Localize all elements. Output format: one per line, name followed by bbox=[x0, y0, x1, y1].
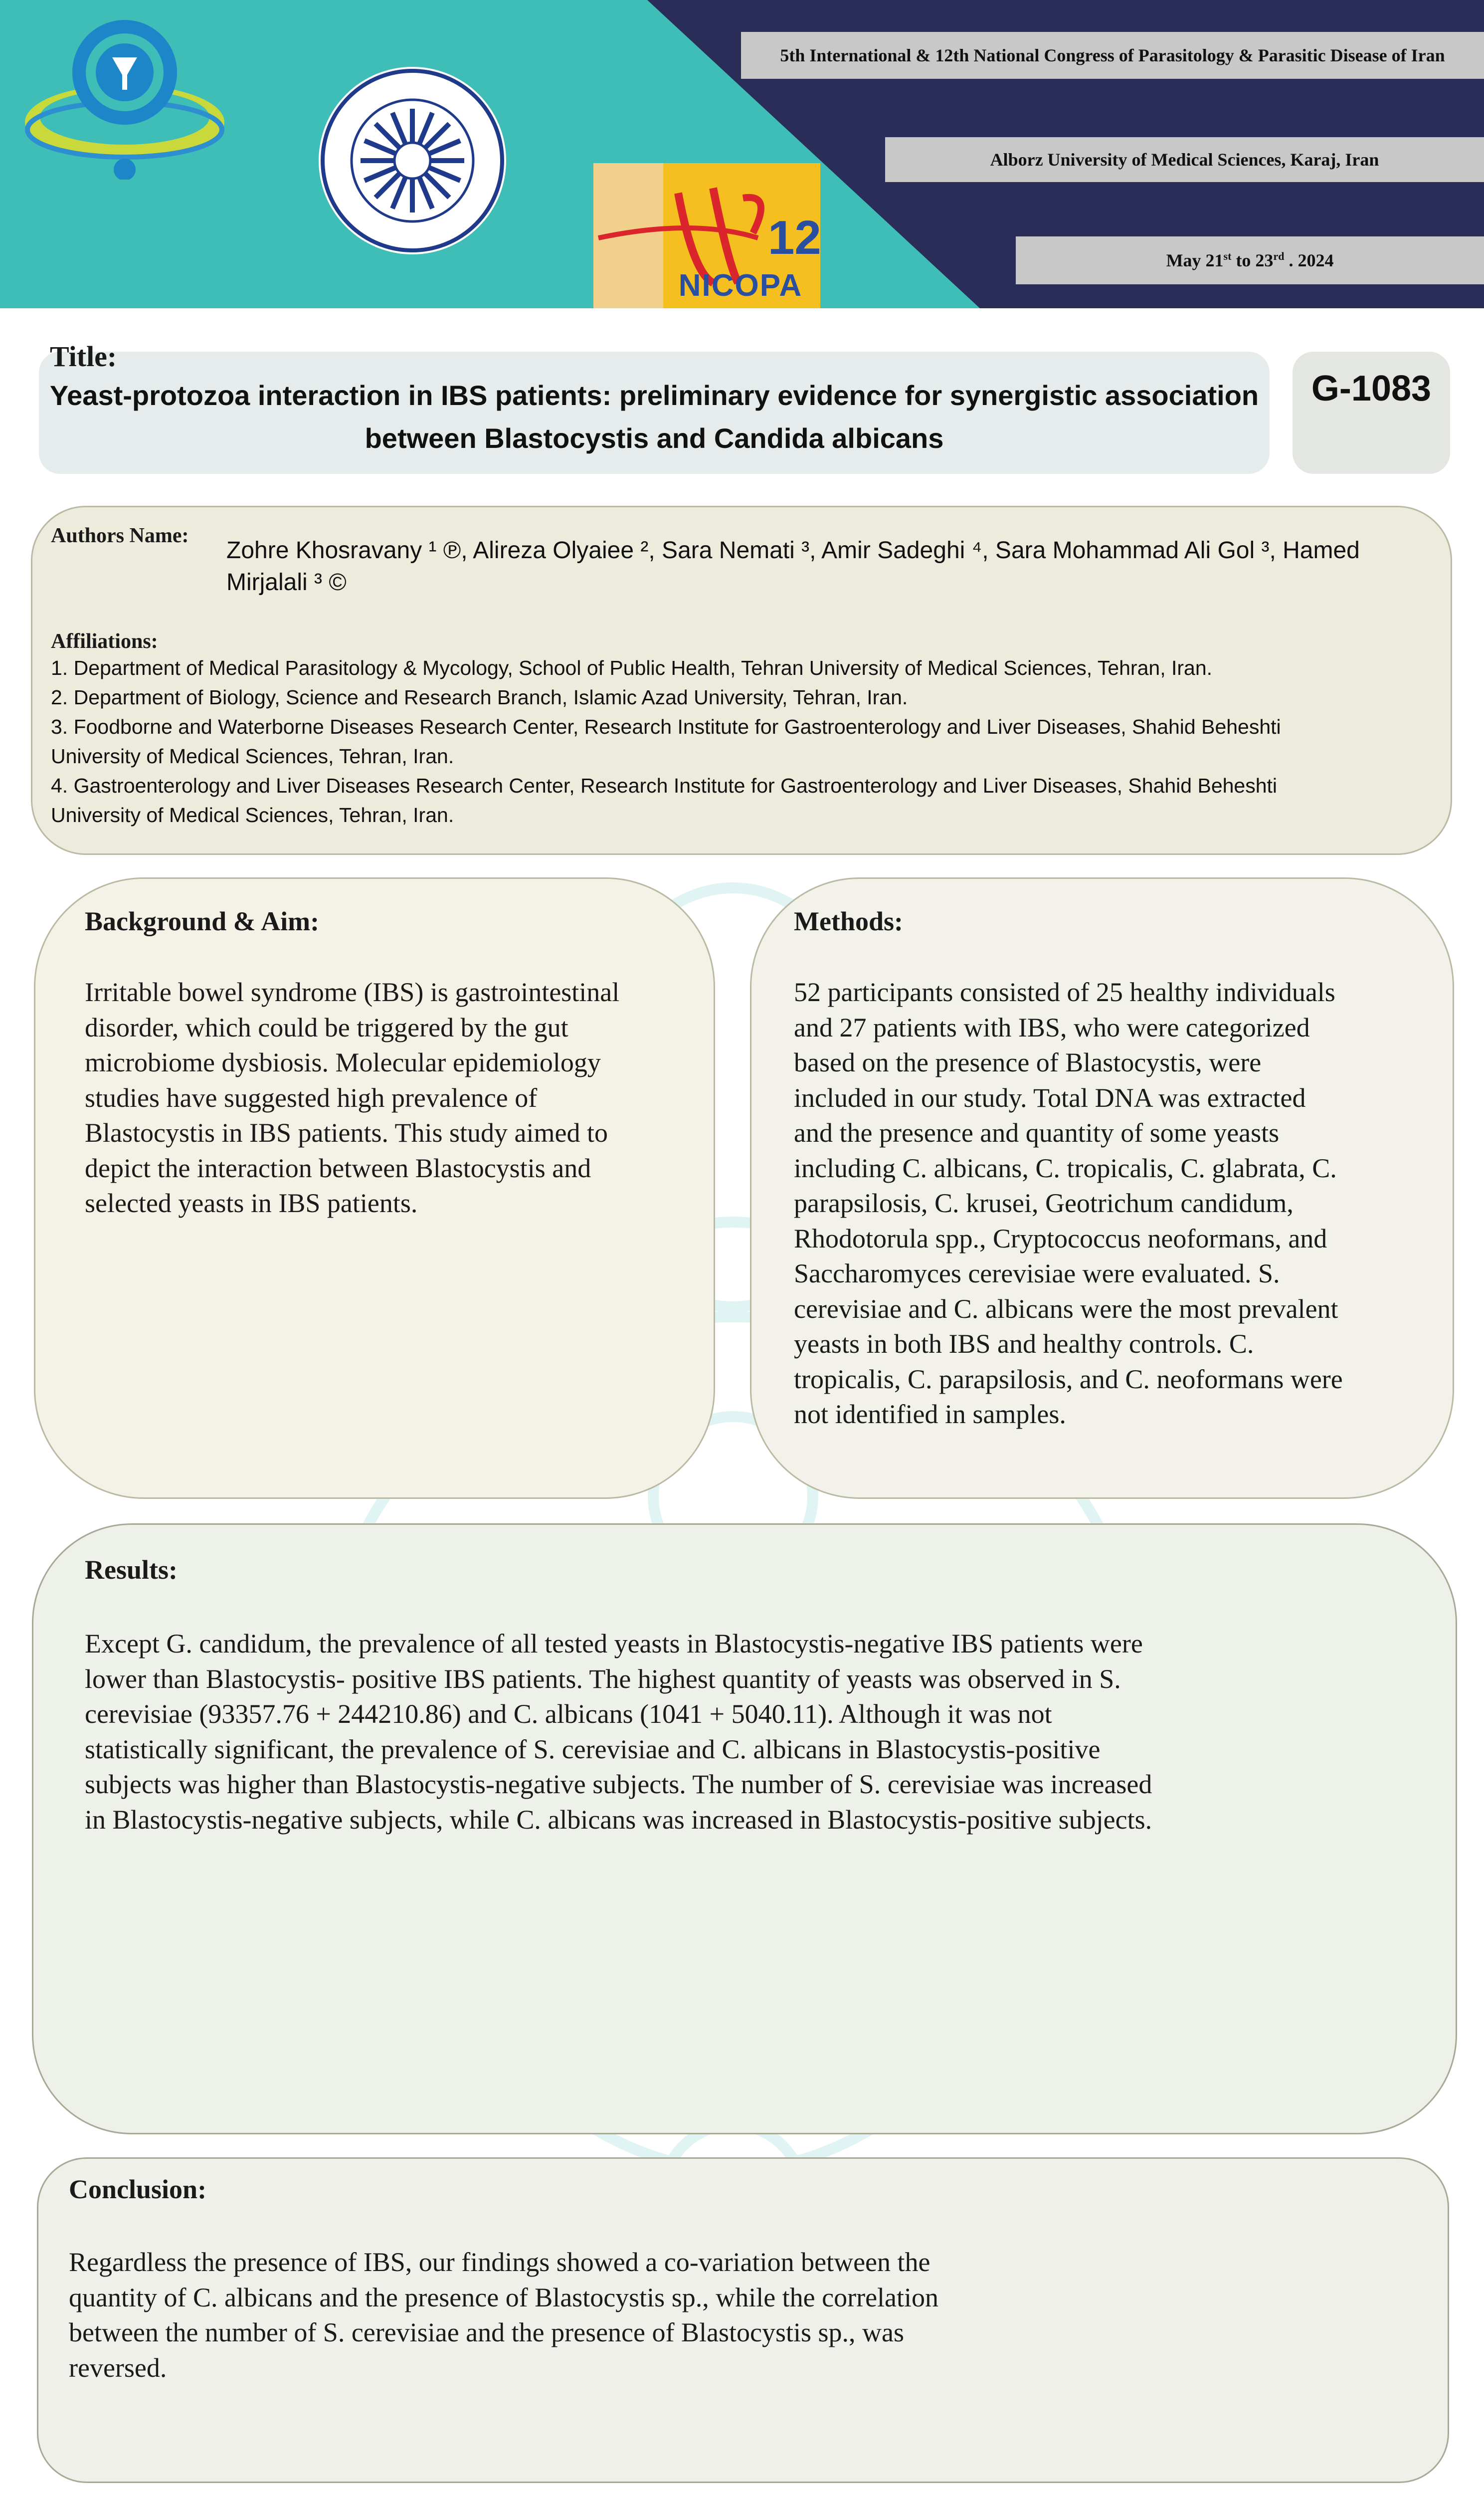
methods-line: tropicalis, C. parapsilosis, and C. neoformans were bbox=[794, 1364, 1343, 1394]
affiliation-line: University of Medical Sciences, Tehran, Iran. bbox=[51, 804, 454, 827]
header bbox=[0, 0, 1484, 308]
results-line: Except G. candidum, the prevalence of all tested yeasts in Blastocystis-negative IBS patients were bbox=[85, 1629, 1143, 1659]
methods-line: Saccharomyces cerevisiae were evaluated. S. bbox=[794, 1258, 1280, 1288]
affiliation-line: 4. Gastroenterology and Liver Diseases Research Center, Research Institute for Gastroenterology and Liver Diseases, Shahid Beheshti bbox=[51, 774, 1278, 797]
conclusion-heading: Conclusion: bbox=[69, 2174, 207, 2204]
results-line: subjects was higher than Blastocystis-negative subjects. The number of S. cerevisiae was increased bbox=[85, 1769, 1152, 1799]
methods-heading: Methods: bbox=[794, 906, 903, 936]
alborz-university-logo bbox=[20, 15, 229, 180]
university-banner bbox=[885, 137, 1484, 182]
university-banner-text: Alborz University of Medical Sciences, Karaj, Iran bbox=[990, 150, 1379, 170]
methods-text bbox=[794, 975, 1343, 1432]
parasitology-society-seal bbox=[317, 65, 509, 257]
conclusion-line: quantity of C. albicans and the presence of Blastocystis sp., while the correlation bbox=[69, 2282, 939, 2312]
date-text: May 21st to 23rd . 2024 bbox=[1166, 250, 1334, 270]
background-line: microbiome dysbiosis. Molecular epidemiology bbox=[85, 1047, 601, 1077]
poster-title-line: Yeast-protozoa interaction in IBS patients: preliminary evidence for synergistic association bbox=[49, 380, 1259, 411]
methods-line: based on the presence of Blastocystis, were bbox=[794, 1047, 1262, 1077]
congress-banner bbox=[741, 32, 1484, 79]
title-label: Title: bbox=[50, 340, 117, 373]
methods-line: and the presence and quantity of some yeasts bbox=[794, 1118, 1280, 1148]
authors-list bbox=[226, 535, 1360, 599]
affiliations-list bbox=[51, 653, 1281, 830]
background-text bbox=[85, 975, 619, 1221]
conclusion-text bbox=[69, 2245, 938, 2385]
background-line: Blastocystis in IBS patients. This study aimed to bbox=[85, 1118, 608, 1148]
methods-line: and 27 patients with IBS, who were categorized bbox=[794, 1012, 1310, 1042]
date-banner bbox=[1016, 236, 1484, 284]
nicopa-logo-number: 12 bbox=[768, 211, 821, 264]
results-heading: Results: bbox=[85, 1555, 178, 1585]
poster-id: G-1083 bbox=[1311, 369, 1432, 409]
congress-banner-text: 5th International & 12th National Congress of Parasitology & Parasitic Disease of Iran bbox=[780, 45, 1445, 65]
affiliation-line: 1. Department of Medical Parasitology & Mycology, School of Public Health, Tehran University of Medical Sciences, Tehran, Iran. bbox=[51, 656, 1213, 679]
methods-line: included in our study. Total DNA was extracted bbox=[794, 1082, 1306, 1113]
methods-line: cerevisiae and C. albicans were the most prevalent bbox=[794, 1293, 1338, 1324]
results-line: cerevisiae (93357.76 + 244210.86) and C. albicans (1041 + 5040.11). Although it was not bbox=[85, 1699, 1052, 1729]
background-line: depict the interaction between Blastocystis and bbox=[85, 1153, 591, 1183]
poster-title-line: between Blastocystis and Candida albicans bbox=[365, 422, 944, 454]
background-heading: Background & Aim: bbox=[85, 906, 320, 936]
results-line: lower than Blastocystis- positive IBS patients. The highest quantity of yeasts was observed in S. bbox=[85, 1663, 1121, 1694]
methods-line: parapsilosis, C. krusei, Geotrichum candidum, bbox=[794, 1188, 1294, 1218]
nicopa-logo bbox=[593, 163, 820, 308]
conclusion-line: reversed. bbox=[69, 2352, 167, 2383]
affiliations-label: Affiliations: bbox=[51, 630, 158, 653]
affiliation-line: University of Medical Sciences, Tehran, Iran. bbox=[51, 745, 454, 768]
affiliation-line: 2. Department of Biology, Science and Research Branch, Islamic Azad University, Tehran, Iran. bbox=[51, 686, 908, 709]
affiliation-line: 3. Foodborne and Waterborne Diseases Research Center, Research Institute for Gastroenterology and Liver Diseases, Shahid Beheshti bbox=[51, 715, 1281, 738]
results-text bbox=[85, 1626, 1152, 1837]
results-line: statistically significant, the prevalence of S. cerevisiae and C. albicans in Blastocystis-positive bbox=[85, 1734, 1101, 1764]
authors-label: Authors Name: bbox=[51, 524, 189, 547]
nicopa-logo-text: NICOPA bbox=[678, 268, 803, 303]
authors-line: Mirjalali ³ © bbox=[226, 569, 347, 596]
methods-line: not identified in samples. bbox=[794, 1399, 1066, 1429]
poster-title bbox=[39, 374, 1270, 460]
methods-line: 52 participants consisted of 25 healthy individuals bbox=[794, 977, 1335, 1007]
background-line: Irritable bowel syndrome (IBS) is gastrointestinal bbox=[85, 977, 620, 1007]
results-line: in Blastocystis-negative subjects, while C. albicans was increased in Blastocystis-positive subjects. bbox=[85, 1804, 1152, 1835]
conclusion-line: Regardless the presence of IBS, our findings showed a co-variation between the bbox=[69, 2247, 930, 2277]
background-line: studies have suggested high prevalence of bbox=[85, 1082, 538, 1113]
background-line: selected yeasts in IBS patients. bbox=[85, 1188, 418, 1218]
authors-line: Zohre Khosravany ¹ ℗, Alireza Olyaiee ², Sara Nemati ³, Amir Sadeghi ⁴, Sara Mohammad Ali Gol ³, Hamed bbox=[226, 537, 1360, 564]
methods-line: yeasts in both IBS and healthy controls. C. bbox=[794, 1329, 1254, 1359]
methods-line: including C. albicans, C. tropicalis, C. glabrata, C. bbox=[794, 1153, 1337, 1183]
methods-line: Rhodotorula spp., Cryptococcus neoformans, and bbox=[794, 1223, 1327, 1253]
background-line: disorder, which could be triggered by the gut bbox=[85, 1012, 568, 1042]
conclusion-line: between the number of S. cerevisiae and the presence of Blastocystis sp., was bbox=[69, 2317, 904, 2347]
